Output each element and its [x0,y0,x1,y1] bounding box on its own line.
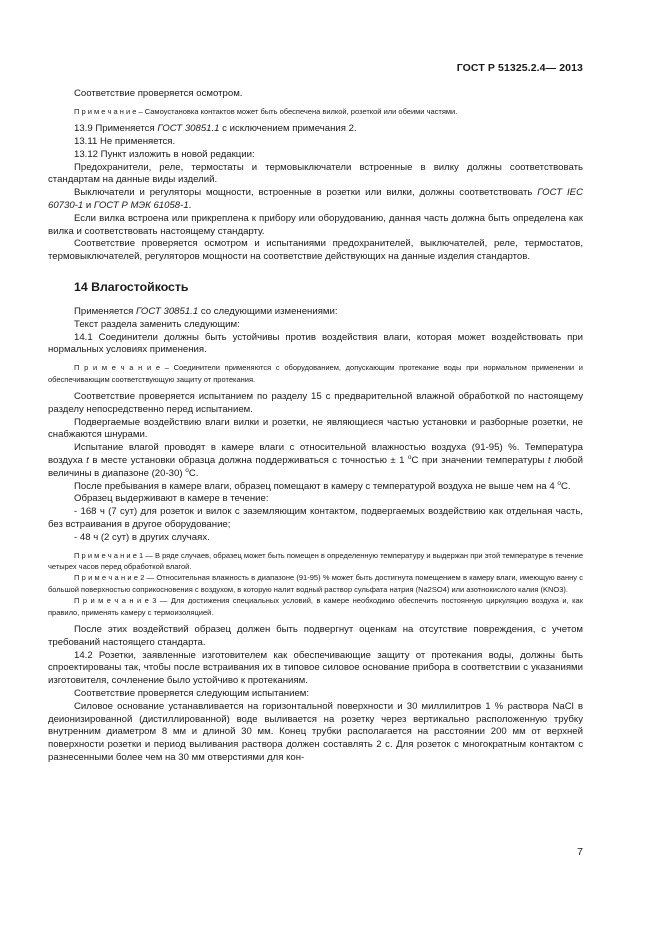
paragraph-after-chamber [48,481,583,494]
paragraph-13-11: 13.11 Не применяется. [74,136,176,147]
text: Испытание влагой проводят в камере влаги с относительной влажностью воздуха (91-95) %. Температура воздуха [48,442,583,466]
standard-header: ГОСТ Р 51325.2.4— 2013 [456,62,583,74]
paragraph-applies [48,306,583,319]
paragraph-14-1: 14.1 Соединители должны быть устойчивы против воздействия влаги, которая может воздействовать при нормальных условиях применения. [48,331,583,356]
reference-gost-30851: ГОСТ 30851.1 [135,305,199,317]
text: Применяется [74,305,136,317]
paragraph-duration: Образец выдерживают в камере в течение: [74,493,269,505]
note-text: – Самоустановка контактов может быть обеспечена вилкой, розеткой или обеими частями. [136,106,458,116]
note-label: П р и м е ч а н и е 2 [74,573,145,583]
paragraph-built-in-plug: Если вилка встроена или прикреплена к прибору или оборудованию, данная часть должна быть определена как вилка и соответствовать настоящему стандарту. [48,212,583,237]
section-title-14: 14 Влагостойкость [74,279,189,294]
text: После пребывания в камере влаги, образец помещают в камеру с температурой воздуха не выше чем на 4 [74,480,558,492]
paragraph-replace: Текст раздела заменить следующим: [74,318,240,330]
paragraph-switches [48,187,583,213]
list-item-168h: - 168 ч (7 сут) для розеток и вилок с заземляющим контактом, подвергаемых воздействию как отдельная часть, без встраивания в другое оборудование; [48,506,583,530]
paragraph-fuses: Предохранители, реле, термостаты и термовыключатели встроенные в вилку должны соответствовать стандартам на данные виды изделий. [48,161,583,186]
degree-sign: о [557,479,561,487]
paragraph-13-9 [48,123,583,136]
list-item-48h: - 48 ч (2 сут) в других случаях. [74,531,210,543]
text: С. [561,480,571,492]
text: . [188,199,192,211]
text: и [83,199,94,211]
paragraph-14-2: 14.2 Розетки, заявленные изготовителем как обеспечивающие защиту от протекания воды, должны быть спроектированы так, чтобы после встраивания их в типовое силовое основание прибора в соответствии с указаниями изготовителя, сочленение было устойчиво к протеканиям. [48,649,583,687]
note-1 [48,550,583,573]
reference-gost-61058: ГОСТ Р МЭК 61058-1 [93,199,189,211]
note-text: – Соединители применяются с оборудованием, допускающим протекание воды при нормальном применении и обеспечивающим соответствующую защиту от протекания. [48,363,583,384]
note-connectors [48,362,583,385]
paragraph-damage-assessment: После этих воздействий образец должен быть подвергнут оценкам на отсутствие повреждения, с учетом требований настоящего стандарта. [48,623,583,648]
note-label: П р и м е ч а н и е 3 [74,596,157,606]
paragraph-nacl-test: Силовое основание устанавливается на горизонтальной поверхности и 30 миллилитров 1 % раствора NaCl в деионизированной (дистиллированной) воде выливается на розетку через вертикально расположенную трубку внутренним диаметром 8 мм и длиной 30 мм. Конец трубки располагается на расстоянии 200 мм от верхней поверхности розетки и период выливания раствора должен составлять 2 с. Для розеток с многократным контактом с разнесенными более чем на 30 мм отверстиями для кон- [48,700,583,763]
text: со следующими изменениями: [198,305,338,317]
note-text: — Для достижения специальных условий, в камере необходимо обеспечить постоянную циркуляцию воздуха и, как правило, применять камеру с термоизоляцией. [48,596,583,617]
text: С при значении температуры [411,454,548,466]
paragraph-humidity-subject: Подвергаемые воздействию влаги вилки и розетки, не являющиеся частью установки и разборные розетки, не снабжаются шнурами. [48,416,583,441]
paragraph-test-section-15: Соответствие проверяется испытанием по разделу 15 с предварительной влажной обработкой по настоящему разделу непосредственно перед испытанием. [48,390,583,415]
note-self-alignment [48,106,583,117]
text: с исключением примечания 2. [219,123,357,135]
paragraph-test-intro: Соответствие проверяется следующим испытанием: [74,687,310,699]
note-label: П р и м е ч а н и е [74,363,161,373]
paragraph-compliance-fuses: Соответствие проверяется осмотром и испытаниями предохранителей, выключателей, реле, термостатов, термовыключателей, регуляторов мощности на соответствие действующих на данные изделия стандартов. [48,238,583,263]
paragraph-inspection: Соответствие проверяется осмотром. [74,88,243,99]
symbol-t: t [86,454,89,466]
reference-gost-30851: ГОСТ 30851.1 [157,123,220,135]
symbol-t: t [547,454,551,466]
note-label: П р и м е ч а н и е [74,106,137,116]
note-label: П р и м е ч а н и е 1 [74,550,144,560]
degree-sign: о [407,453,412,461]
text: в месте установки образца должна поддерживаться с точностью ± 1 [88,454,408,466]
text: любой величины в диапазоне (20-30) [48,454,583,479]
page-content [48,88,583,765]
paragraph-humidity-test [48,442,583,480]
page-number: 7 [577,846,583,858]
reference-gost-60730: ГОСТ IEC 60730-1 [48,187,583,211]
text: С. [188,467,199,479]
note-2 [48,572,583,595]
text: 13.9 Применяется [74,123,158,135]
note-text: — В ряде случаев, образец может быть помещен в определенную температуру и выдержан при этой температуре в течение четырех часов перед обработкой влагой. [48,550,583,571]
note-3 [48,595,583,618]
degree-sign: о [185,466,189,474]
text: Выключатели и регуляторы мощности, встроенные в розетки или вилки, должны соответствовать [74,187,538,199]
note-text: — Относительная влажность в диапазоне (91-95) % может быть достигнута помещением в камеру влаги, имеющую ванну с большой поверхностью соприкосновения с воздухом, в которую налит водный раствор сульфата натрия (Na2SO4) или азотнокислого калия (KNO3). [48,573,584,594]
paragraph-13-12: 13.12 Пункт изложить в новой редакции: [74,148,255,160]
